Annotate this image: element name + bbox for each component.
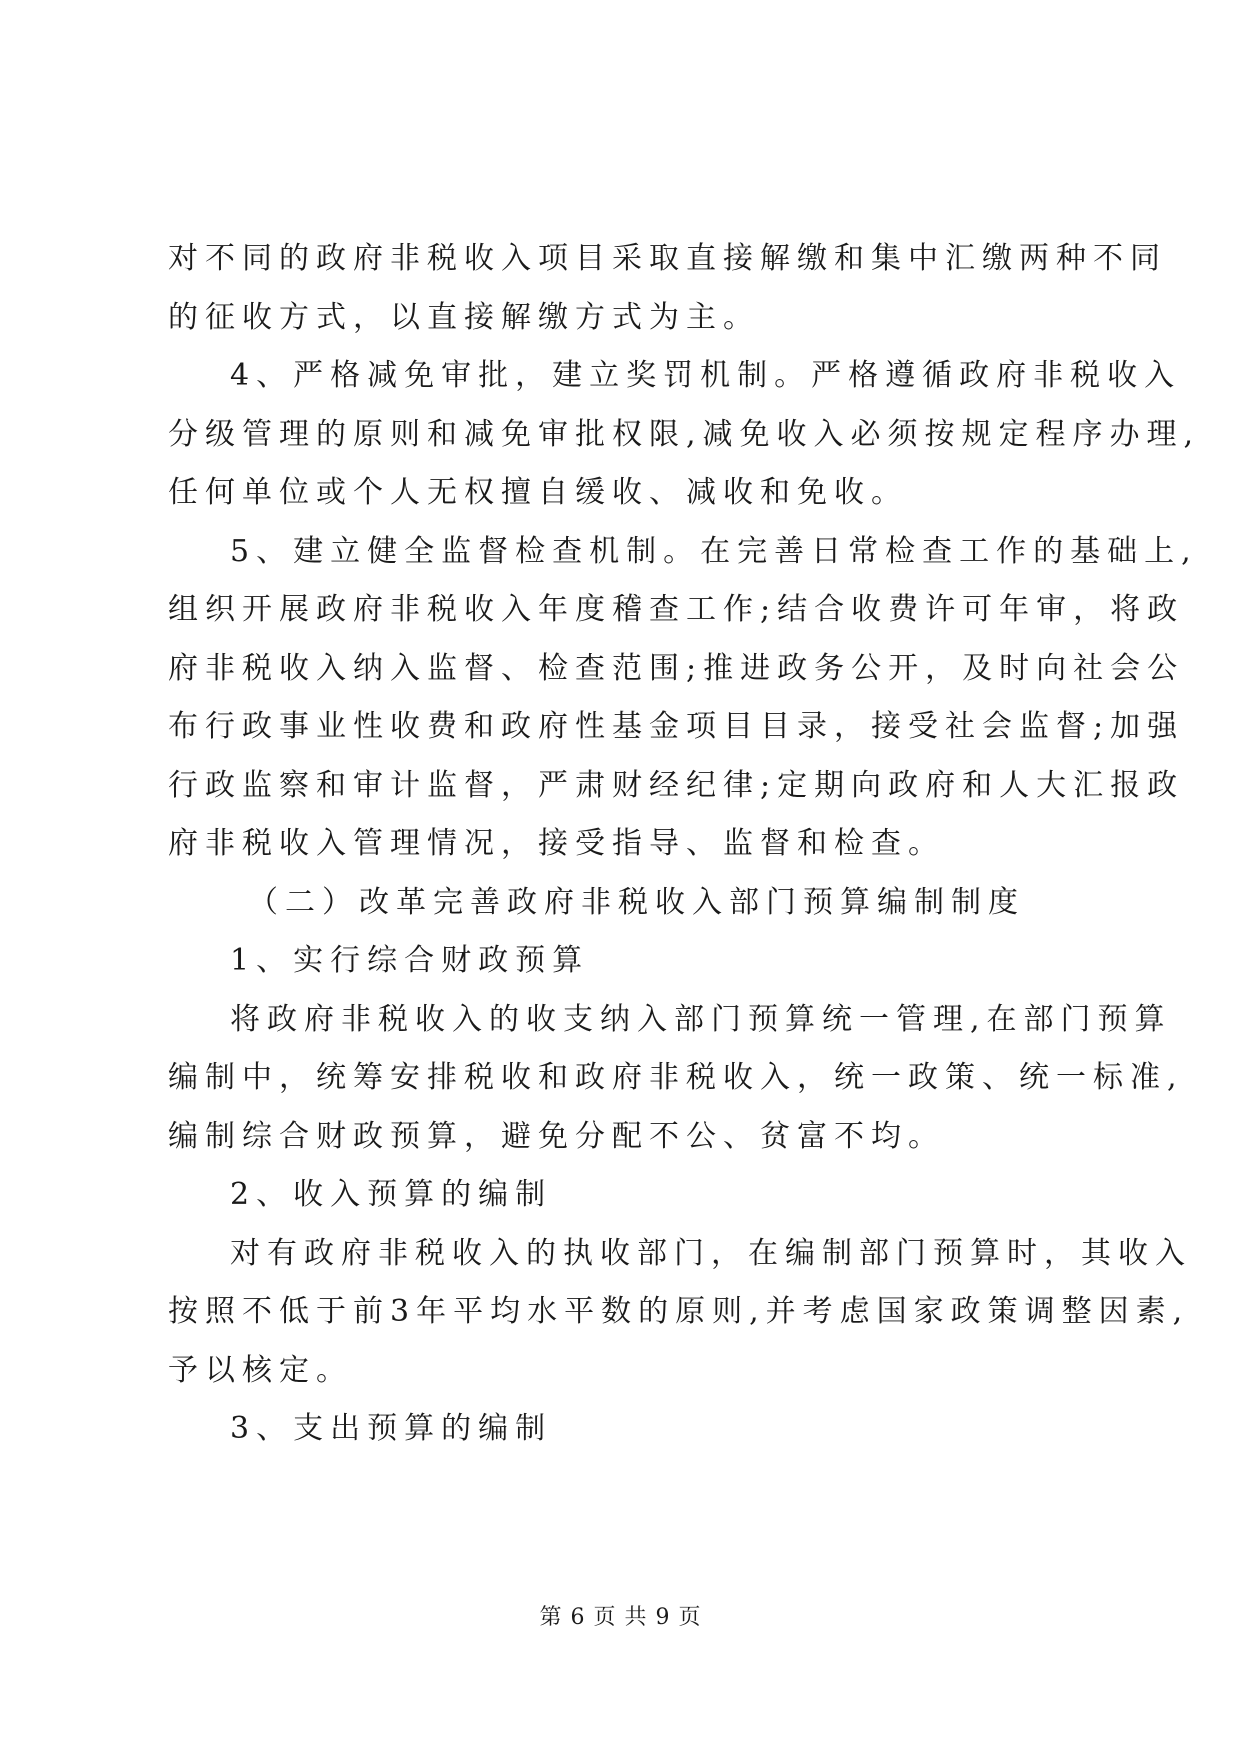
text-line: 分级管理的原则和减免审批权限,减免收入必须按规定程序办理,: [168, 416, 1201, 452]
text-line: 的征收方式，以直接解缴方式为主。: [168, 299, 760, 335]
text-line: 将政府非税收入的收支纳入部门预算统一管理,在部门预算: [230, 1001, 1172, 1037]
section-heading: （二）改革完善政府非税收入部门预算编制制度: [248, 884, 1025, 920]
text-line: 1、实行综合财政预算: [230, 943, 590, 978]
text-line: 2、收入预算的编制: [230, 1177, 553, 1212]
text-line: 布行政事业性收费和政府性基金项目目录，接受社会监督;加强: [168, 709, 1185, 744]
text-line: 5、建立健全监督检查机制。在完善日常检查工作的基础上,: [230, 533, 1198, 569]
text-line: 任何单位或个人无权擅自缓收、减收和免收。: [168, 475, 908, 510]
text-line: 组织开展政府非税收入年度稽查工作;结合收费许可年审，将政: [168, 592, 1185, 627]
text-line: 编制中，统筹安排税收和政府非税收入，统一政策、统一标准,: [168, 1060, 1184, 1095]
page-footer: 第 6 页 共 9 页: [539, 1605, 702, 1630]
text-line: 4、严格减免审批，建立奖罚机制。严格遵循政府非税收入: [230, 358, 1182, 393]
text-line: 行政监察和审计监督，严肃财经纪律;定期向政府和人大汇报政: [168, 767, 1185, 803]
document-body: [168, 230, 1201, 1459]
text-line: 3、支出预算的编制: [230, 1411, 553, 1446]
text-line: 府非税收入纳入监督、检查范围;推进政务公开，及时向社会公: [168, 650, 1185, 686]
text-line: 予以核定。: [168, 1352, 353, 1388]
text-line: 对不同的政府非税收入项目采取直接解缴和集中汇缴两种不同: [168, 241, 1167, 276]
text-line: 对有政府非税收入的执收部门，在编制部门预算时，其收入: [230, 1235, 1192, 1271]
text-line: 按照不低于前3年平均水平数的原则,并考虑国家政策调整因素,: [168, 1294, 1190, 1329]
text-line: 编制综合财政预算，避免分配不公、贫富不均。: [168, 1118, 945, 1154]
text-line: 府非税收入管理情况，接受指导、监督和检查。: [168, 826, 945, 861]
